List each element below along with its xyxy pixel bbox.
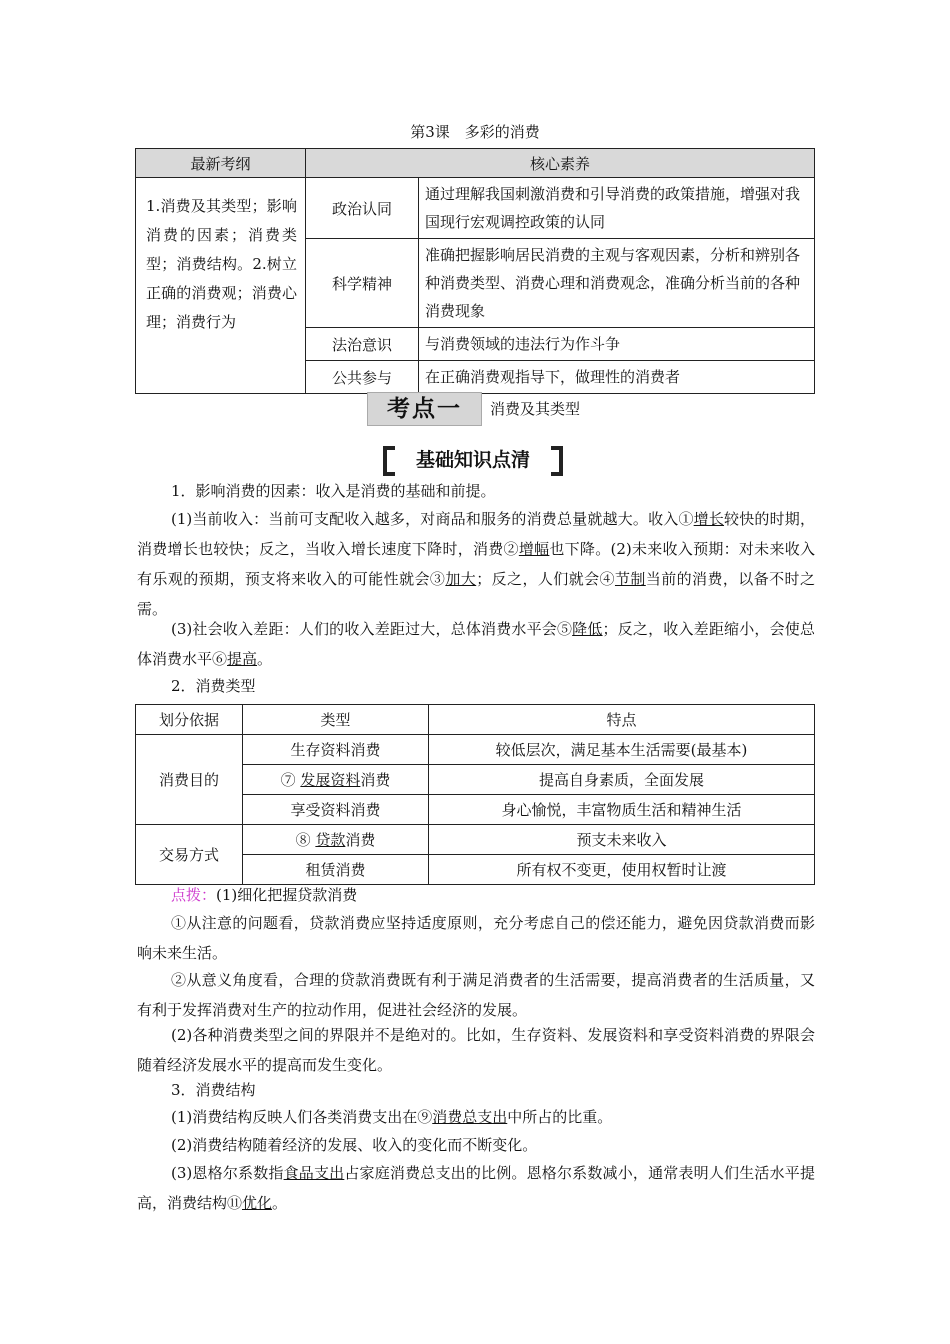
tip-line: 点拨：(1)细化把握贷款消费 — [171, 886, 358, 904]
group-cell: 交易方式 — [136, 825, 243, 885]
literacy-text: 通过理解我国刺激消费和引导消费的政策措施，增强对我国现行宏观调控政策的认同 — [419, 178, 815, 239]
answer-blank: 加大 — [445, 570, 477, 588]
literacy-label: 科学精神 — [306, 239, 419, 328]
paragraph: 2．消费类型 — [171, 677, 256, 695]
exam-point-banner: 考点一 — [367, 392, 482, 426]
answer-blank: 食品支出 — [283, 1164, 345, 1182]
left-bracket — [383, 446, 395, 476]
group-cell: 消费目的 — [136, 735, 243, 825]
type-cell: ⑧ 贷款消费 — [243, 825, 429, 855]
answer-blank: 提高 — [227, 650, 258, 668]
section-bracket-heading — [383, 445, 563, 475]
paragraph: (2)各种消费类型之间的界限并不是绝对的。比如，生存资料、发展资料和享受资料消费的界限会随着经济发展水平的提高而发生变化。 — [137, 1026, 815, 1074]
paragraph: (1)当前收入：当前可支配收入越多，对商品和服务的消费总量就越大。收入①增长较快的时期，消费增长也较快；反之，当收入增长速度下降时，消费②增幅也下降。(2)未来收入预期：对未来收入有乐观的预期，预支将来收入的可能性就会③加大；反之，人们就会④节制当前的消费，以备不时之需。 — [137, 510, 815, 618]
type-cell: 生存资料消费 — [243, 735, 429, 765]
paragraph: 3．消费结构 — [171, 1081, 256, 1099]
answer-blank: 消费总支出 — [432, 1108, 508, 1126]
paragraph: ①从注意的问题看，贷款消费应坚持适度原则，充分考虑自己的偿还能力，避免因贷款消费而影响未来生活。 — [137, 914, 815, 962]
literacy-label: 法治意识 — [306, 328, 419, 361]
type-cell: 租赁消费 — [243, 855, 429, 885]
paragraph: (1)消费结构反映人们各类消费支出在⑨消费总支出中所占的比重。 — [171, 1108, 613, 1126]
literacy-text: 准确把握影响居民消费的主观与客观因素，分析和辨别各种消费类型、消费心理和消费观念，准确分析当前的各种消费现象 — [419, 239, 815, 328]
literacy-text: 与消费领域的违法行为作斗争 — [419, 328, 815, 361]
paragraph: ②从意义角度看，合理的贷款消费既有利于满足消费者的生活需要，提高消费者的生活质量，又有利于发挥消费对生产的拉动作用，促进社会经济的发展。 — [137, 971, 815, 1019]
feature-cell: 身心愉悦，丰富物质生活和精神生活 — [429, 795, 815, 825]
curriculum-table — [135, 148, 815, 394]
exam-point-subtitle: 消费及其类型 — [490, 400, 581, 418]
header-cell: 类型 — [243, 705, 429, 735]
literacy-text: 在正确消费观指导下，做理性的消费者 — [419, 361, 815, 394]
lesson-title: 第3课 多彩的消费 — [410, 123, 540, 141]
answer-blank: 降低 — [572, 620, 603, 638]
literacy-label: 公共参与 — [306, 361, 419, 394]
tip-label: 点拨： — [171, 886, 217, 904]
paragraph: (2)消费结构随着经济的发展、收入的变化而不断变化。 — [171, 1136, 538, 1154]
exam-outline-text: 1.消费及其类型；影响消费的因素；消费类型；消费结构。2.树立正确的消费观；消费心理；消费行为 — [136, 178, 306, 394]
answer-blank: 优化 — [242, 1194, 273, 1212]
paragraph: 1．影响消费的因素：收入是消费的基础和前提。 — [171, 482, 496, 500]
literacy-label: 政治认同 — [306, 178, 419, 239]
right-bracket — [551, 446, 563, 476]
feature-cell: 提高自身素质，全面发展 — [429, 765, 815, 795]
section-heading-text: 基础知识点清 — [415, 449, 530, 471]
type-cell: ⑦ 发展资料消费 — [243, 765, 429, 795]
header-left: 最新考纲 — [136, 149, 306, 178]
feature-cell: 预支未来收入 — [429, 825, 815, 855]
answer-blank: 贷款 — [315, 831, 346, 849]
header-cell: 特点 — [429, 705, 815, 735]
consumption-type-table — [135, 704, 815, 885]
header-cell: 划分依据 — [136, 705, 243, 735]
answer-blank: 增长 — [693, 510, 725, 528]
answer-blank: 发展资料 — [300, 771, 361, 789]
paragraph: (3)恩格尔系数指食品支出占家庭消费总支出的比例。恩格尔系数减小，通常表明人们生活水平提高，消费结构⑪优化。 — [137, 1164, 815, 1212]
paragraph: (3)社会收入差距：人们的收入差距过大，总体消费水平会⑤降低；反之，收入差距缩小，会使总体消费水平⑥提高。 — [137, 620, 815, 668]
answer-blank: 增幅 — [518, 540, 550, 558]
answer-blank: 节制 — [614, 570, 646, 588]
feature-cell: 所有权不变更，使用权暂时让渡 — [429, 855, 815, 885]
feature-cell: 较低层次，满足基本生活需要(最基本) — [429, 735, 815, 765]
header-right: 核心素养 — [306, 149, 815, 178]
type-cell: 享受资料消费 — [243, 795, 429, 825]
